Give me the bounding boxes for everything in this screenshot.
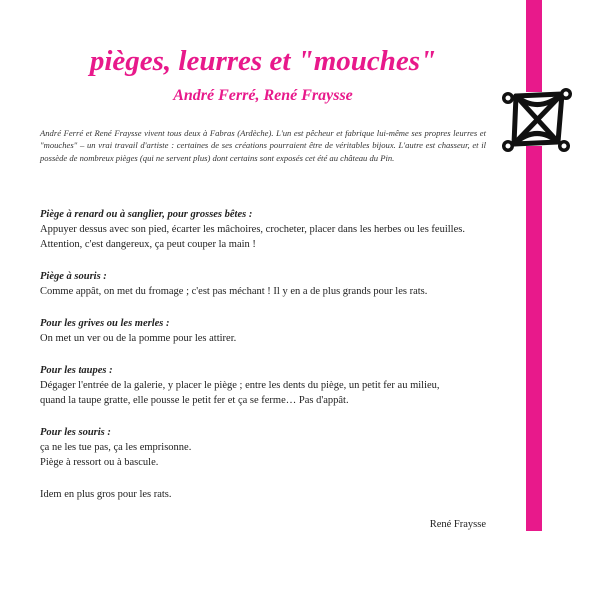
section-line: Attention, c'est dangereux, ça peut couper la main !: [40, 239, 256, 250]
section-line: ça ne les tue pas, ça les emprisonne.: [40, 442, 192, 453]
section-mouse-cage: [40, 425, 490, 470]
section-heading: Pour les grives ou les merles :: [40, 318, 170, 329]
section-line: Comme appât, on met du fromage ; c'est pas méchant ! Il y en a de plus grands pour les rats.: [40, 286, 428, 297]
section-line: quand la taupe gratte, elle pousse le petit fer et ça se ferme… Pas d'appât.: [40, 395, 349, 406]
section-fox-boar-trap: [40, 207, 490, 252]
closing-line: Idem en plus gros pour les rats.: [40, 489, 172, 500]
page-subtitle: André Ferré, René Fraysse: [173, 87, 353, 104]
section-heading: Pour les taupes :: [40, 365, 113, 376]
section-heading: Pour les souris :: [40, 427, 111, 438]
section-heading: Piège à souris :: [40, 271, 107, 282]
pink-vertical-bar: [526, 0, 542, 531]
section-line: Dégager l'entrée de la galerie, y placer le piège ; entre les dents du piège, un petit fer au milieu,: [40, 380, 440, 391]
section-thrush-blackbird: [40, 316, 490, 346]
section-heading: Piège à renard ou à sanglier, pour grosses bêtes :: [40, 209, 253, 220]
section-line: Piège à ressort ou à bascule.: [40, 457, 159, 468]
trap-descriptions: [40, 207, 490, 502]
intro-paragraph: André Ferré et René Fraysse vivent tous deux à Fabras (Ardèche). L'un est pêcheur et fabrique lui-même ses propres leurres et "mouches" – un vrai travail d'artiste : certaines de ses créations pourraient être de véritables bijoux. L'autre est chasseur, et il possède de nombreux pièges (qui ne servent plus) dont certains sont exposés cet été au château du Pin.: [40, 128, 486, 163]
page-title: pièges, leurres et "mouches": [89, 45, 437, 77]
section-line: On met un ver ou de la pomme pour les attirer.: [40, 333, 237, 344]
section-mouse-trap: [40, 269, 490, 299]
trap-frame-icon: [498, 84, 572, 156]
section-mole-trap: [40, 363, 490, 408]
signature: René Fraysse: [429, 519, 486, 530]
section-line: Appuyer dessus avec son pied, écarter les mâchoires, crocheter, placer dans les herbes ou les feuilles.: [40, 224, 465, 235]
